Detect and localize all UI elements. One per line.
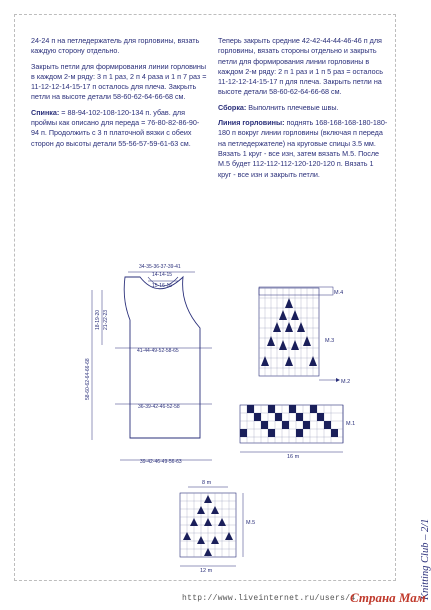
section-text: Выполнить плечевые швы.: [246, 102, 339, 112]
chart-label-m4: M.4: [334, 290, 344, 296]
footer-url: http://www.liveinternet.ru/users/4: [182, 594, 356, 603]
chart-width-16: 16 m: [287, 454, 300, 460]
brand-text: Knitting Club – 2/1: [420, 518, 431, 600]
chart-width-8: 8 m: [202, 480, 212, 486]
dim-label: 34-35-36-37-39-41: [139, 264, 181, 270]
footer-logo: Страна Мам: [350, 590, 426, 605]
dim-label: 18-19-20: [95, 309, 101, 330]
garment-schematic: [92, 272, 212, 460]
paragraph: Теперь закрыть средние 42-42-44-44-46-46 п для горловины, вязать стороны отдельно и закрыть петли для формирования линии горловины в каждом 2-м ряду: 2 п 1 раз и 1 п 5 раз = осталось 11-12-12-14-15-17 п для плеча. Закрыть петли на высоте детали 58-60-62-64-66-68 см.: [218, 36, 383, 97]
paragraph: Закрыть петли для формирования линии горловины в каждом 2-м ряду: 3 п 1 раз, 2 п 4 раза и 1 п 7 раз = 11-12-12-14-15-17 п осталось для плеча. Закрыть петли на высоте детали 58-60-62-64-66-68 см.: [31, 61, 207, 102]
chart-label-m1: M.1: [346, 421, 356, 427]
chart-m1: [240, 405, 343, 443]
section-label: Сборка:: [218, 102, 247, 112]
dim-label: 41-44-49-52-58-65: [137, 348, 179, 354]
section-label: Спинка:: [31, 107, 60, 117]
sidebar-brand: [408, 450, 431, 600]
dim-label: 39-42-46-49-56-63: [140, 459, 182, 465]
chart-label-m2: M.2: [341, 379, 351, 385]
dim-label: 36-39-42-46-52-58: [138, 404, 180, 410]
dim-label: 58-60-62-64-66-68: [85, 358, 91, 400]
chart-label-m5: M.5: [246, 520, 256, 526]
paragraph: 24-24 п на петледержатель для горловины, вязать каждую сторону отдельно.: [31, 36, 200, 56]
chart-label-m3: M.3: [325, 338, 335, 344]
section-label: Линия горловины:: [218, 118, 285, 128]
chart-m3: [259, 288, 319, 376]
chart-m5: [180, 493, 236, 557]
section-text: поднять 168-168-168-180-180-180 п вокруг линии горловины (включая п переда на петледержателе) на круговые спицы 3.5 мм. Вязать 1 круг - все изн, затем вязать М.5. После М.5 будет 112-112-112-120-120-120 п. Вязать 1 круг - все изн и закрыть петли.: [218, 118, 388, 179]
dim-label: 14-14-15: [152, 272, 173, 278]
section-text: = 88-94-102-108-120-134 п. убав. для проймы как описано для переда = 76-80-82-86-90-94 п. Продолжить с 3 п платочной вязки с обеих сторон до высоты детали 55-56-57-59-61-63 см.: [31, 107, 200, 148]
dim-label: 21-22-23: [103, 309, 109, 330]
dim-label: 15-16-16: [152, 283, 173, 289]
chart-width-12: 12 m: [200, 568, 213, 574]
